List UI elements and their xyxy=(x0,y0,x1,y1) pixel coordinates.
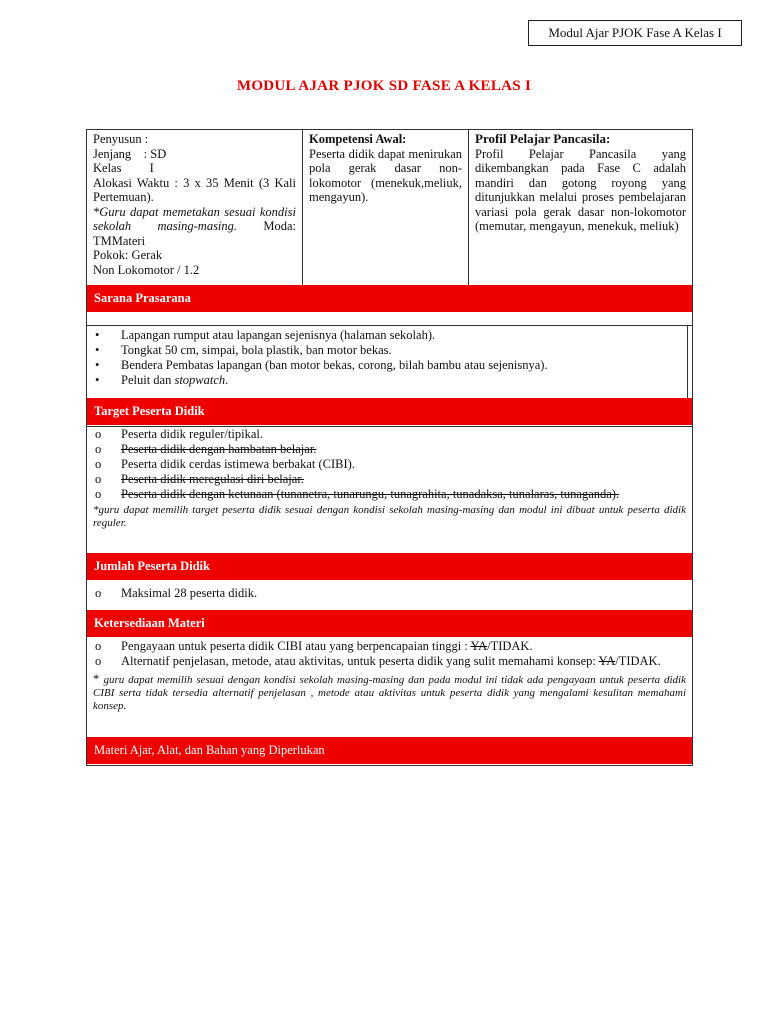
list-item xyxy=(87,373,692,388)
list-item-text: Peluit dan xyxy=(121,373,175,387)
list-item xyxy=(87,427,692,442)
profil-text: Profil Pelajar Pancasila yang dikembangkan pada Fase C adalah mandiri dan gotong royong yang ditunjukkan melalui proses pembelajaran variasi pola gerak dasar non-lokomotor (memutar, mengayun, menekuk, meliuk) xyxy=(475,146,686,233)
pokok-text: Pokok: Gerak xyxy=(93,248,163,262)
list-item xyxy=(87,442,692,457)
sarana-list xyxy=(87,328,692,388)
info-row xyxy=(87,130,692,286)
list-item xyxy=(87,639,692,654)
guru-note-text: *Guru dapat memetakan sesuai kondisi sekolah masing-masing. xyxy=(93,204,296,233)
circle-bullet-icon: o xyxy=(95,639,102,653)
jumlah-heading: Jumlah Peserta Didik xyxy=(87,553,692,580)
circle-bullet-icon: o xyxy=(95,442,102,456)
kompetensi-text: Peserta didik dapat menirukan pola gerak dasar non-lokomotor (menekuk,meliuk, mengayun). xyxy=(309,146,462,204)
non-lokomotor-text: Non Lokomotor / 1.2 xyxy=(93,262,200,277)
kompetensi-cell xyxy=(303,130,469,285)
list-item-text: Peserta didik dengan hambatan belajar. xyxy=(121,442,317,456)
circle-bullet-icon: o xyxy=(95,427,102,441)
note-star: * xyxy=(93,672,104,686)
profil-cell xyxy=(469,130,692,285)
sarana-spacer xyxy=(87,312,692,326)
guru-note-block xyxy=(93,205,296,249)
note-text: guru dapat memilih sesuai dengan kondisi sekolah masing-masing dan pada modul ini tidak ada pengayaan untuk peserta didik CIBI serta tidak tersedia alternatif penjelasan , metode atau aktivitas untuk peserta didik yang mengalami kesulitan memahami konsep. xyxy=(93,674,686,712)
profil-heading: Profil Pelajar Pancasila: xyxy=(475,131,611,146)
list-item-text: Maksimal 28 peserta didik. xyxy=(121,586,258,600)
header-label: Modul Ajar PJOK Fase A Kelas I xyxy=(528,20,742,46)
list-item xyxy=(87,487,692,502)
list-item-text: Alternatif penjelasan, metode, atau aktivitas, untuk peserta didik yang sulit memahami konsep: xyxy=(121,654,599,668)
list-item-suffix: . xyxy=(225,373,229,387)
list-item-text: Bendera Pembatas lapangan (ban motor bekas, corong, bilah bambu atau sejenisnya). xyxy=(121,358,548,372)
list-item-text: Tongkat 50 cm, simpai, bola plastik, ban motor bekas. xyxy=(121,343,392,357)
list-item xyxy=(87,586,692,601)
list-item xyxy=(87,328,692,343)
list-item-text: Peserta didik reguler/tipikal. xyxy=(121,427,263,441)
list-item-text: Peserta didik dengan ketunaan (tunanetra, tunarungu, tunagrahita, tunadaksa, tunalaras, tunaganda). xyxy=(121,487,620,501)
list-item xyxy=(87,654,692,669)
info-cell xyxy=(87,130,303,285)
list-item xyxy=(87,472,692,487)
target-note: *guru dapat memilih target peserta didik sesuai dengan kondisi sekolah masing-masing dan modul ini dibuat untuk peserta didik reguler. xyxy=(93,504,686,529)
alokasi-text: Alokasi Waktu : 3 x 35 Menit (3 Kali Pertemuan). xyxy=(93,175,296,204)
ketersediaan-list xyxy=(87,639,692,713)
penyusun-text: Penyusun : xyxy=(93,132,149,146)
bullet-icon: • xyxy=(95,343,100,357)
list-item-text: Lapangan rumput atau lapangan sejenisnya (halaman sekolah). xyxy=(121,328,436,342)
target-heading: Target Peserta Didik xyxy=(87,398,692,425)
materi-heading: Materi Ajar, Alat, dan Bahan yang Diperlukan xyxy=(87,737,692,764)
circle-bullet-icon: o xyxy=(95,654,102,668)
list-item-text: Peserta didik cerdas istimewa berbakat (CIBI). xyxy=(121,457,355,471)
ketersediaan-heading: Ketersediaan Materi xyxy=(87,610,692,637)
ketersediaan-note xyxy=(87,669,692,713)
sarana-heading: Sarana Prasarana xyxy=(87,285,692,312)
target-list xyxy=(87,427,692,530)
module-table xyxy=(86,129,693,766)
kelas-text: Kelas I xyxy=(93,161,154,175)
moda-text: Moda: TMMateri xyxy=(93,219,296,248)
list-item xyxy=(87,343,692,358)
page-title: MODUL AJAR PJOK SD FASE A KELAS I xyxy=(236,78,532,94)
circle-bullet-icon: o xyxy=(95,586,102,600)
jenjang-text: Jenjang : SD xyxy=(93,146,167,161)
kompetensi-heading: Kompetensi Awal: xyxy=(309,132,407,146)
list-item xyxy=(87,457,692,472)
bullet-icon: • xyxy=(95,358,100,372)
list-item-text: Pengayaan untuk peserta didik CIBI atau yang berpencapaian tinggi : xyxy=(121,639,471,653)
circle-bullet-icon: o xyxy=(95,487,102,501)
jumlah-list xyxy=(87,586,692,601)
list-item-italic: stopwatch xyxy=(174,373,226,387)
bullet-icon: • xyxy=(95,373,100,387)
option-tidak: /TIDAK. xyxy=(615,654,661,668)
list-item xyxy=(87,358,692,373)
option-tidak: /TIDAK. xyxy=(487,639,533,653)
option-ya: YA xyxy=(598,654,616,668)
bullet-icon: • xyxy=(95,328,100,342)
option-ya: YA xyxy=(470,639,488,653)
list-item-text: Peserta didik meregulasi diri belajar. xyxy=(121,472,304,486)
circle-bullet-icon: o xyxy=(95,457,102,471)
circle-bullet-icon: o xyxy=(95,472,102,486)
